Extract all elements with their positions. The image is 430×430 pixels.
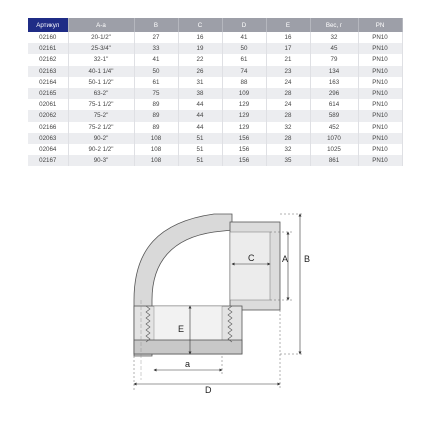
cell-e: 28 (266, 110, 310, 121)
cell-c: 26 (178, 66, 222, 77)
cell-weight: 589 (310, 110, 358, 121)
cell-pn: PN10 (358, 43, 402, 54)
header-e: E (266, 18, 310, 32)
cell-b: 75 (134, 88, 178, 99)
cell-pn: PN10 (358, 66, 402, 77)
dim-label-c: C (248, 253, 255, 263)
cell-size: 32-1" (68, 54, 134, 65)
cell-b: 108 (134, 144, 178, 155)
header-d: D (222, 18, 266, 32)
cell-size: 50-1 1/2" (68, 77, 134, 88)
cell-size: 40-1 1/4" (68, 66, 134, 77)
cell-pn: PN10 (358, 99, 402, 110)
cell-b: 33 (134, 43, 178, 54)
cell-d: 129 (222, 99, 266, 110)
cell-c: 38 (178, 88, 222, 99)
cell-article: 02061 (28, 99, 68, 110)
cell-weight: 32 (310, 32, 358, 43)
cell-pn: PN10 (358, 77, 402, 88)
cell-weight: 614 (310, 99, 358, 110)
dim-label-d: D (205, 385, 212, 395)
cell-d: 74 (222, 66, 266, 77)
cell-pn: PN10 (358, 110, 402, 121)
cell-article: 02161 (28, 43, 68, 54)
cell-size: 90-2" (68, 133, 134, 144)
cell-c: 51 (178, 133, 222, 144)
cell-weight: 452 (310, 122, 358, 133)
cell-pn: PN10 (358, 54, 402, 65)
cell-b: 89 (134, 110, 178, 121)
side-socket-bore (230, 232, 270, 300)
cell-d: 88 (222, 77, 266, 88)
cell-article: 02160 (28, 32, 68, 43)
header-b: B (134, 18, 178, 32)
cell-e: 28 (266, 133, 310, 144)
cell-pn: PN10 (358, 144, 402, 155)
header-c: C (178, 18, 222, 32)
cell-e: 16 (266, 32, 310, 43)
cell-size: 90-3" (68, 155, 134, 166)
cell-e: 24 (266, 99, 310, 110)
cell-b: 27 (134, 32, 178, 43)
cell-pn: PN10 (358, 133, 402, 144)
cell-weight: 1025 (310, 144, 358, 155)
cell-size: 90-2 1/2" (68, 144, 134, 155)
cell-c: 51 (178, 144, 222, 155)
cell-size: 63-2" (68, 88, 134, 99)
cell-weight: 163 (310, 77, 358, 88)
cell-e: 35 (266, 155, 310, 166)
cell-article: 02164 (28, 77, 68, 88)
cell-e: 28 (266, 88, 310, 99)
cell-e: 21 (266, 54, 310, 65)
cell-e: 24 (266, 77, 310, 88)
cell-b: 89 (134, 99, 178, 110)
cell-weight: 45 (310, 43, 358, 54)
header-pn: PN (358, 18, 402, 32)
cell-pn: PN10 (358, 122, 402, 133)
cell-c: 44 (178, 99, 222, 110)
cell-d: 156 (222, 144, 266, 155)
cell-c: 44 (178, 110, 222, 121)
fitting-body (134, 214, 280, 380)
cell-e: 32 (266, 122, 310, 133)
cell-article: 02163 (28, 66, 68, 77)
cell-size: 25-3/4" (68, 43, 134, 54)
cell-article: 02166 (28, 122, 68, 133)
cell-d: 50 (222, 43, 266, 54)
cell-e: 23 (266, 66, 310, 77)
cell-article: 02165 (28, 88, 68, 99)
cell-b: 108 (134, 155, 178, 166)
header-article: Артикул (28, 18, 68, 32)
cell-article: 02062 (28, 110, 68, 121)
cell-b: 61 (134, 77, 178, 88)
cell-d: 129 (222, 122, 266, 133)
cell-size: 20-1/2" (68, 32, 134, 43)
cell-pn: PN10 (358, 155, 402, 166)
cell-c: 19 (178, 43, 222, 54)
dim-label-b: B (304, 254, 311, 264)
cell-c: 31 (178, 77, 222, 88)
cell-c: 51 (178, 155, 222, 166)
dim-label-a-upper: A (282, 254, 289, 264)
cell-weight: 134 (310, 66, 358, 77)
cell-size: 75-2" (68, 110, 134, 121)
cell-d: 156 (222, 133, 266, 144)
cell-pn: PN10 (358, 88, 402, 99)
cell-d: 109 (222, 88, 266, 99)
cell-weight: 296 (310, 88, 358, 99)
cell-c: 16 (178, 32, 222, 43)
cell-b: 41 (134, 54, 178, 65)
cell-e: 17 (266, 43, 310, 54)
cell-b: 50 (134, 66, 178, 77)
cell-article: 02064 (28, 144, 68, 155)
cell-weight: 79 (310, 54, 358, 65)
cell-d: 156 (222, 155, 266, 166)
header-a: A-a (68, 18, 134, 32)
cell-size: 75-2 1/2" (68, 122, 134, 133)
cell-b: 108 (134, 133, 178, 144)
dim-label-a-lower: a (185, 359, 191, 369)
cell-d: 129 (222, 110, 266, 121)
cell-e: 32 (266, 144, 310, 155)
cell-article: 02063 (28, 133, 68, 144)
cell-article: 02162 (28, 54, 68, 65)
cell-weight: 861 (310, 155, 358, 166)
header-weight: Вес, г (310, 18, 358, 32)
cell-b: 89 (134, 122, 178, 133)
cell-article: 02167 (28, 155, 68, 166)
cell-d: 41 (222, 32, 266, 43)
cell-weight: 1070 (310, 133, 358, 144)
cell-c: 22 (178, 54, 222, 65)
cell-c: 44 (178, 122, 222, 133)
cell-size: 75-1 1/2" (68, 99, 134, 110)
cell-pn: PN10 (358, 32, 402, 43)
bottom-band (134, 340, 242, 354)
dim-label-e: E (178, 324, 185, 334)
cell-d: 61 (222, 54, 266, 65)
